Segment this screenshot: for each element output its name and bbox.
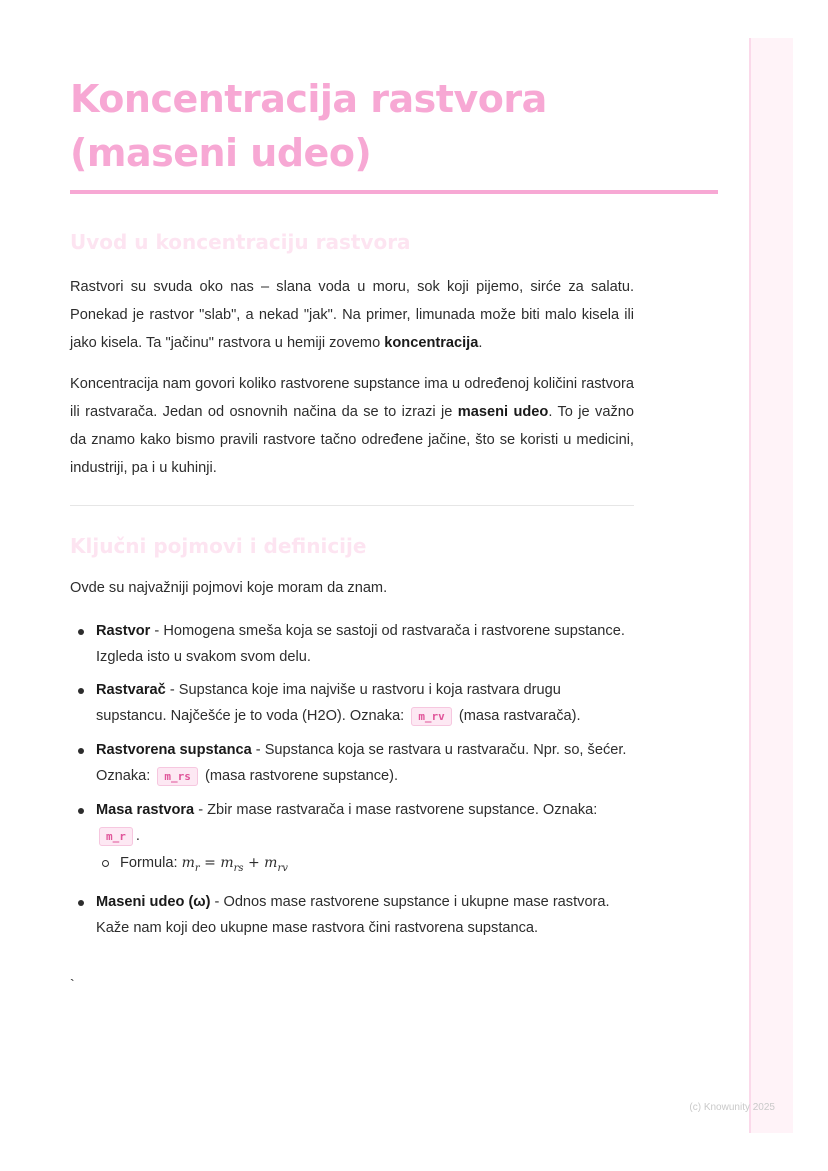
side-margin-strip	[749, 38, 793, 1133]
intro-paragraph-1: Rastvori su svuda oko nas – slana voda u moru, sok koji pijemo, sirće za salatu. Ponekad je rastvor "slab", a nekad "jak". Na primer, limunada može biti malo kisela ili jako kisela. Ta "jačinu" rastvora u hemiji zovemo koncentracija.	[70, 279, 634, 351]
symbol-code: m_rs	[157, 767, 198, 786]
list-item: Rastvarač - Supstanca koje ima najviše u rastvoru i koja rastvara drugu supstancu. Najčešće je to voda (H2O). Oznaka: m_rv (masa rastvarača).	[70, 677, 630, 730]
formula-sublist	[96, 850, 630, 882]
list-item: Maseni udeo (ω) - Odnos mase rastvorene supstance i ukupne mase rastvora. Kaže nam koji deo ukupne mase rastvora čini rastvorena supstanca.	[70, 889, 630, 941]
list-item: Rastvor - Homogena smeša koja se sastoji od rastvarača i rastvorene supstance. Izgleda isto u svakom svom delu.	[70, 618, 630, 670]
formula-math: $m_r = m_{rs} + m_{rv}$	[181, 855, 288, 874]
list-item: Masa rastvora - Zbir mase rastvarača i mase rastvorene supstance. Oznaka: m_r . Formula: $m_r = m_{rs} + m_{rv}$	[70, 797, 630, 882]
formula-item: Formula: $m_r = m_{rs} + m_{rv}$	[96, 850, 630, 882]
stray-mark: `	[70, 976, 75, 992]
title-underline	[70, 190, 718, 194]
footer-copyright: (c) Knowunity 2025	[689, 1102, 775, 1113]
symbol-code: m_r	[99, 827, 133, 846]
definitions-intro: Ovde su najvažniji pojmovi koje moram da znam.	[70, 580, 388, 596]
section-heading-intro: Uvod u koncentraciju rastvora	[70, 230, 411, 254]
definitions-list	[70, 618, 630, 948]
title-line-2: (maseni udeo)	[70, 131, 372, 175]
title-line-1: Koncentracija rastvora	[70, 77, 547, 121]
section-heading-definitions: Ključni pojmovi i definicije	[70, 534, 367, 558]
page-title	[70, 72, 547, 180]
symbol-code: m_rv	[411, 707, 452, 726]
list-item: Rastvorena supstanca - Supstanca koja se rastvara u rastvaraču. Npr. so, šećer. Oznaka: m_rs (masa rastvorene supstance).	[70, 737, 630, 790]
section-divider	[70, 505, 634, 506]
intro-paragraph-2: Koncentracija nam govori koliko rastvorene supstance ima u određenoj količini rastvora ili rastvarača. Jedan od osnovnih načina da se to izrazi je maseni udeo. To je važno da znamo kako bismo pravili rastvore tačno određene jačine, što se koristi u medicini, industriji, pa i u kuhinji.	[70, 376, 634, 476]
